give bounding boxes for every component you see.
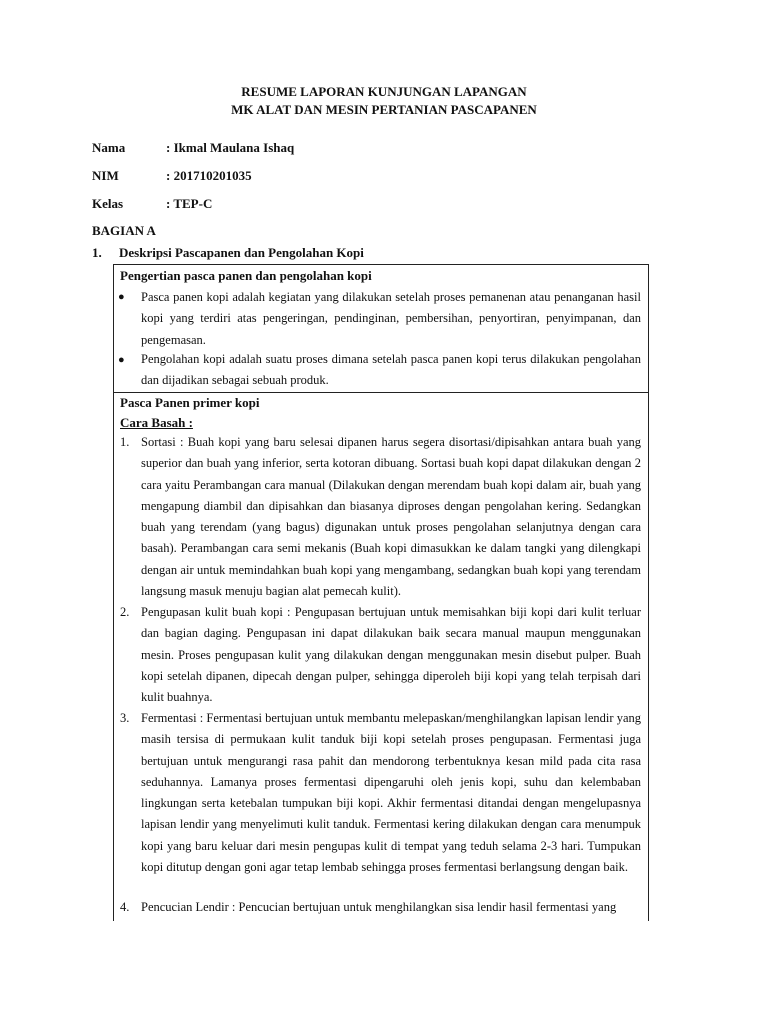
course-title: MK ALAT DAN MESIN PERTANIAN PASCAPANEN [231,102,537,117]
item-text: Fermentasi : Fermentasi bertujuan untuk membantu melepaskan/menghilangkan lapisan lendir yang masih tersisa di permukaan kulit tanduk biji kopi setelah proses pengupasan. Fermentasi juga bertujuan untuk mengurangi rasa pahit dan mendorong terbentuknya kesan mild pada cita rasa seduhannya. Lamanya proses fermentasi dipengaruhi oleh jenis kopi, suhu dan kelembaban lingkungan serta ketebalan tumpukan biji kopi. Akhir fermentasi ditandai dengan mengelupasnya lapisan lendir yang menyelimuti kulit tanduk. Fermentasi kering dilakukan dengan cara menumpuk kopi yang baru keluar dari mesin pengupas kulit di tempat yang teduh selama 2-3 hari. Tumpukan kopi ditutup dengan goni agar tetap lembab sehingga proses fermentasi berlangsung dengan baik. [141,711,641,875]
item-text: Sortasi : Buah kopi yang baru selesai dipanen harus segera disortasi/dipisahkan antara buah yang superior dan buah yang inferior, serta kotoran dibuang. Sortasi buah kopi dapat dilakukan dengan 2 cara yaitu Perambangan cara manual (Dilakukan dengan merendam buah kopi dalam air, buah yang mengapung diambil dan dipisahkan dan biasanya diproses dengan pengolahan kering. Sedangkan buah yang terendam (yang bagus) digunakan untuk proses pengolahan selanjutnya dengan cara basah). Perambangan cara semi mekanis (Buah kopi dimasukkan ke dalam tangki yang dilengkapi dengan air untuk memindahkan buah kopi yang mengambang, sedangkan buah kopi yang terendam langsung masuk menuju bagian alat pemecah kulit). [141,435,641,599]
identity-value: : 201710201035 [166,168,252,183]
item-number: 4. [120,900,130,914]
identity-label: Nama [92,140,126,155]
definition-box-heading: Pengertian pasca panen dan pengolahan kopi [120,268,372,283]
identity-value: : Ikmal Maulana Ishaq [166,140,295,155]
report-title: RESUME LAPORAN KUNJUNGAN LAPANGAN [241,84,527,99]
section-heading: BAGIAN A [92,223,156,238]
bullet-icon: ● [118,291,125,303]
wet-method-subheading: Cara Basah : [120,415,193,430]
identity-label: Kelas [92,196,124,211]
identity-row-kelas [92,196,212,212]
item-number: 1. [120,435,130,449]
identity-row-nama [92,140,294,156]
bullet-icon: ● [118,354,125,366]
identity-label: NIM [92,168,119,183]
identity-value: : TEP-C [166,196,213,211]
section-number: 1. [92,245,102,260]
item-number: 2. [120,605,130,619]
identity-row-nim [92,168,252,184]
primary-postharvest-box [113,392,649,921]
primary-postharvest-heading: Pasca Panen primer kopi [120,395,260,410]
item-text: Pencucian Lendir : Pencucian bertujuan untuk menghilangkan sisa lendir hasil fermentasi yang [141,900,617,914]
section-title: Deskripsi Pascapanen dan Pengolahan Kopi [119,245,364,260]
bullet-text: Pengolahan kopi adalah suatu proses dimana setelah pasca panen kopi terus dilakukan pengolahan dan dijadikan sebagai sebuah produk. [141,352,641,388]
item-number: 3. [120,711,130,725]
definition-box [113,264,649,393]
item-text: Pengupasan kulit buah kopi : Pengupasan bertujuan untuk memisahkan biji kopi dari kulit terluar dan bagian daging. Pengupasan ini dapat dilakukan baik secara manual maupun menggunakan mesin. Proses pengupasan kulit yang dilakukan dengan menggunakan mesin disebut pulper. Buah kopi setelah dipanen, dipecah dengan pulper, sehingga diperoleh biji kopi yang telah terpisah dari kulit buahnya. [141,605,641,705]
bullet-text: Pasca panen kopi adalah kegiatan yang dilakukan setelah proses pemanenan atau penanganan hasil kopi yang terdiri atas pengeringan, pendinginan, pembersihan, penyortiran, penyimpanan, dan pengemasan. [141,290,641,347]
